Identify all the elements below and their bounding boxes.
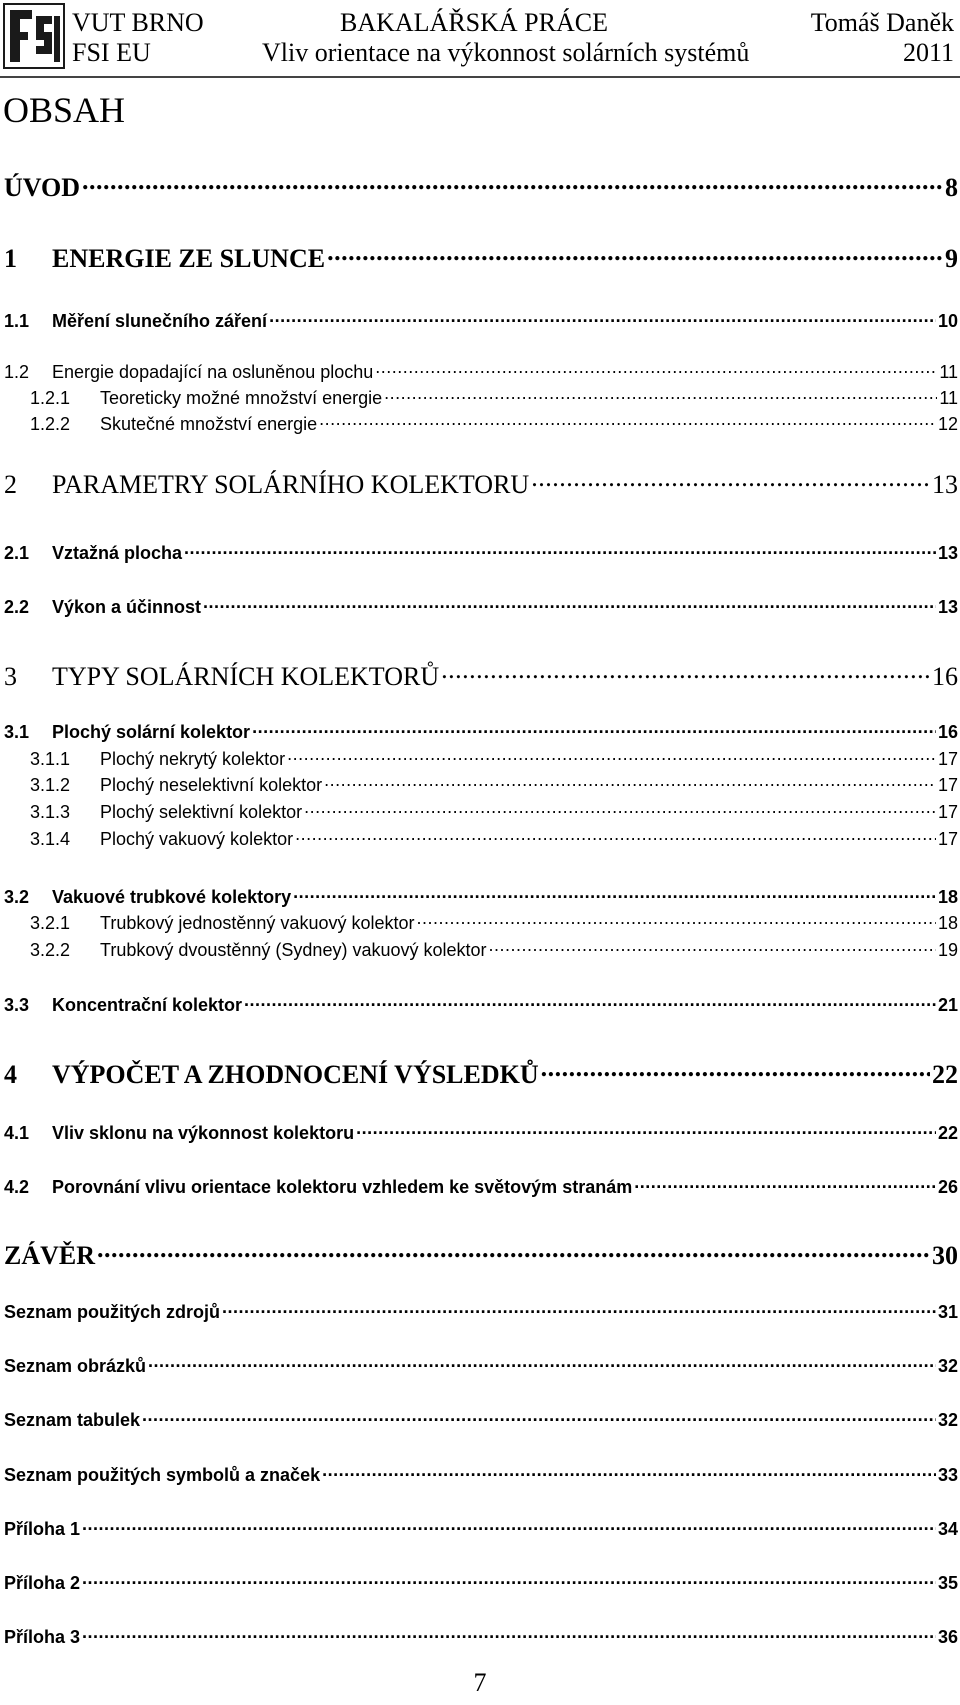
toc-entry-title: ÚVOD <box>4 173 81 202</box>
toc-entry-page: 33 <box>937 1465 958 1485</box>
toc-entry-title: Seznam použitých symbolů a značek <box>4 1465 321 1485</box>
toc-leader <box>634 1175 936 1193</box>
toc-entry-3-3[interactable] <box>4 993 958 1017</box>
toc-entry-zaver[interactable] <box>4 1240 958 1274</box>
toc-leader <box>327 241 943 267</box>
toc-entry-page: 11 <box>939 362 958 382</box>
toc-entry-title: ENERGIE ZE SLUNCE <box>52 244 326 273</box>
toc-entry-page: 12 <box>937 414 958 434</box>
toc-entry-title: Trubkový dvoustěnný (Sydney) vakuový kolektor <box>100 940 487 960</box>
header-faculty: FSI EU <box>72 38 151 67</box>
toc-entry-page: 35 <box>937 1573 958 1593</box>
toc-entry-title: Vztažná plocha <box>52 543 183 563</box>
toc-entry-3-1-1[interactable] <box>4 747 958 771</box>
toc-leader <box>222 1300 936 1318</box>
toc-entry-title: Výkon a účinnost <box>52 597 202 617</box>
toc-entry-title: Plochý solární kolektor <box>52 722 251 742</box>
toc-entry-page: 9 <box>945 244 958 273</box>
toc-entry-title: Energie dopadající na osluněnou plochu <box>52 362 374 382</box>
toc-leader <box>82 1571 936 1589</box>
toc-entry-page: 18 <box>937 887 958 907</box>
toc-entry-number: 3.1.4 <box>30 829 71 849</box>
toc-entry-page: 8 <box>945 173 958 202</box>
toc-entry-number: 1.2.2 <box>30 414 71 434</box>
toc-entry-page: 32 <box>937 1410 958 1430</box>
toc-entry-number: 1.1 <box>4 311 30 331</box>
toc-entry-chapter-3[interactable] <box>4 659 958 693</box>
toc-entry-page: 13 <box>932 470 958 499</box>
toc-entry-page: 11 <box>939 388 958 408</box>
toc-leader <box>287 747 936 765</box>
toc-entry-appendix-3[interactable] <box>4 1625 958 1649</box>
toc-entry-1-2[interactable] <box>4 360 958 384</box>
toc-entry-number: 1.2.1 <box>30 388 71 408</box>
toc-leader <box>441 659 930 685</box>
toc-leader <box>148 1354 936 1372</box>
toc-leader <box>142 1408 936 1426</box>
toc-leader <box>541 1057 930 1083</box>
toc-entry-1-1[interactable] <box>4 309 958 333</box>
toc-entry-tables[interactable] <box>4 1408 958 1432</box>
toc-entry-2-2[interactable] <box>4 595 958 619</box>
toc-entry-page: 31 <box>937 1302 958 1322</box>
toc-leader <box>82 1517 936 1535</box>
toc-entry-3-2-1[interactable] <box>4 911 958 935</box>
page-title: OBSAH <box>3 90 126 130</box>
toc-entry-1-2-1[interactable] <box>4 386 958 410</box>
toc-leader <box>203 595 936 613</box>
toc-entry-title: Seznam obrázků <box>4 1356 147 1376</box>
header-thesis-title: Vliv orientace na výkonnost solárních systémů <box>262 38 750 67</box>
toc-leader <box>244 993 936 1011</box>
toc-entry-title: Plochý neselektivní kolektor <box>100 775 323 795</box>
toc-leader <box>489 938 936 956</box>
toc-entry-page: 16 <box>937 722 958 742</box>
toc-leader <box>252 720 936 738</box>
toc-entry-number: 4.2 <box>4 1177 30 1197</box>
toc-entry-number: 3 <box>4 662 17 691</box>
toc-entry-number: 2.2 <box>4 597 30 617</box>
header-institution: VUT BRNO <box>72 8 204 37</box>
toc-entry-number: 2 <box>4 470 17 499</box>
toc-entry-title: VÝPOČET A ZHODNOCENÍ VÝSLEDKŮ <box>52 1060 539 1089</box>
toc-entry-title: Měření slunečního záření <box>52 311 268 331</box>
toc-leader <box>322 1463 936 1481</box>
toc-entry-4-1[interactable] <box>4 1121 958 1145</box>
toc-leader <box>319 412 936 430</box>
toc-entry-number: 3.2 <box>4 887 30 907</box>
toc-entry-title: Příloha 3 <box>4 1627 81 1647</box>
toc-entry-page: 17 <box>937 802 958 822</box>
toc-entry-number: 3.1.3 <box>30 802 71 822</box>
toc-entry-page: 13 <box>937 597 958 617</box>
toc-entry-sources[interactable] <box>4 1300 958 1324</box>
toc-entry-page: 17 <box>937 829 958 849</box>
toc-entry-page: 16 <box>932 662 958 691</box>
toc-leader <box>304 800 936 818</box>
toc-entry-number: 4.1 <box>4 1123 30 1143</box>
toc-entry-title: Příloha 2 <box>4 1573 81 1593</box>
toc-leader <box>384 386 937 404</box>
toc-entry-chapter-4[interactable] <box>4 1057 958 1091</box>
toc-entry-page: 17 <box>937 749 958 769</box>
toc-entry-figures[interactable] <box>4 1354 958 1378</box>
toc-entry-page: 18 <box>937 913 958 933</box>
toc-entry-title: Koncentrační kolektor <box>52 995 243 1015</box>
toc-leader <box>82 172 943 196</box>
toc-leader <box>375 360 937 378</box>
toc-entry-page: 22 <box>932 1060 958 1089</box>
toc-leader <box>324 773 936 791</box>
toc-leader <box>417 911 936 929</box>
toc-entry-page: 19 <box>937 940 958 960</box>
toc-entry-page: 26 <box>937 1177 958 1197</box>
toc-entry-page: 36 <box>937 1627 958 1647</box>
toc-entry-chapter-1[interactable] <box>4 241 958 275</box>
toc-entry-number: 3.1.2 <box>30 775 71 795</box>
toc-entry-title: Plochý nekrytý kolektor <box>100 749 286 769</box>
toc-entry-number: 2.1 <box>4 543 30 563</box>
toc-entry-3-1-4[interactable] <box>4 827 958 851</box>
toc-leader <box>356 1121 936 1139</box>
toc-entry-3-1[interactable] <box>4 720 958 744</box>
toc-entry-title: Vakuové trubkové kolektory <box>52 887 292 907</box>
toc-entry-title: Příloha 1 <box>4 1519 81 1539</box>
toc-entry-title: TYPY SOLÁRNÍCH KOLEKTORŮ <box>52 662 440 691</box>
toc-entry-4-2[interactable] <box>4 1175 958 1199</box>
toc-entry-page: 13 <box>937 543 958 563</box>
toc-entry-appendix-1[interactable] <box>4 1517 958 1541</box>
header-author: Tomáš Daněk <box>810 8 954 37</box>
toc-entry-title: Trubkový jednostěnný vakuový kolektor <box>100 913 415 933</box>
toc-entry-number: 3.3 <box>4 995 30 1015</box>
toc-entry-title: PARAMETRY SOLÁRNÍHO KOLEKTORU <box>52 470 530 499</box>
toc-entry-1-2-2[interactable] <box>4 412 958 436</box>
toc-leader <box>531 467 930 493</box>
toc-entry-title: Vliv sklonu na výkonnost kolektoru <box>52 1123 355 1143</box>
toc-leader <box>82 1625 936 1643</box>
toc-entry-title: Skutečné množství energie <box>100 414 318 434</box>
toc-leader <box>295 827 936 845</box>
toc-entry-page: 10 <box>937 311 958 331</box>
toc-leader <box>184 541 936 559</box>
toc-leader <box>293 885 936 903</box>
toc-entry-number: 1 <box>4 244 17 273</box>
toc-entry-page: 22 <box>937 1123 958 1143</box>
toc-entry-number: 3.2.2 <box>30 940 71 960</box>
header-thesis-type: BAKALÁŘSKÁ PRÁCE <box>340 8 608 37</box>
toc-entry-chapter-2[interactable] <box>4 467 958 501</box>
toc-entry-title: Teoreticky možné množství energie <box>100 388 383 408</box>
header-year: 2011 <box>902 38 954 67</box>
toc-entry-number: 1.2 <box>4 362 30 382</box>
toc-entry-page: 17 <box>937 775 958 795</box>
toc-entry-page: 34 <box>937 1519 958 1539</box>
toc-entry-number: 3.1 <box>4 722 30 742</box>
toc-entry-title: ZÁVĚR <box>4 1241 96 1270</box>
toc-entry-page: 30 <box>932 1241 958 1270</box>
toc-entry-3-1-3[interactable] <box>4 800 958 824</box>
toc-entry-number: 3.2.1 <box>30 913 71 933</box>
toc-entry-page: 32 <box>937 1356 958 1376</box>
toc-entry-symbols[interactable] <box>4 1463 958 1487</box>
page-number: 7 <box>473 1668 487 1697</box>
toc-entry-3-1-2[interactable] <box>4 773 958 797</box>
toc-entry-3-2[interactable] <box>4 885 958 909</box>
toc-entry-title: Plochý vakuový kolektor <box>100 829 294 849</box>
toc-entry-title: Seznam tabulek <box>4 1410 141 1430</box>
toc-entry-uvod[interactable] <box>4 172 958 206</box>
toc-entry-2-1[interactable] <box>4 541 958 565</box>
toc-entry-title: Plochý selektivní kolektor <box>100 802 303 822</box>
toc-entry-page: 21 <box>937 995 958 1015</box>
toc-entry-appendix-2[interactable] <box>4 1571 958 1595</box>
toc-entry-title: Porovnání vlivu orientace kolektoru vzhledem ke světovým stranám <box>52 1177 633 1197</box>
toc-entry-number: 3.1.1 <box>30 749 71 769</box>
toc-entry-title: Seznam použitých zdrojů <box>4 1302 221 1322</box>
toc-leader <box>97 1240 930 1264</box>
toc-leader <box>269 309 936 327</box>
toc-entry-3-2-2[interactable] <box>4 938 958 962</box>
toc-entry-number: 4 <box>4 1060 17 1089</box>
